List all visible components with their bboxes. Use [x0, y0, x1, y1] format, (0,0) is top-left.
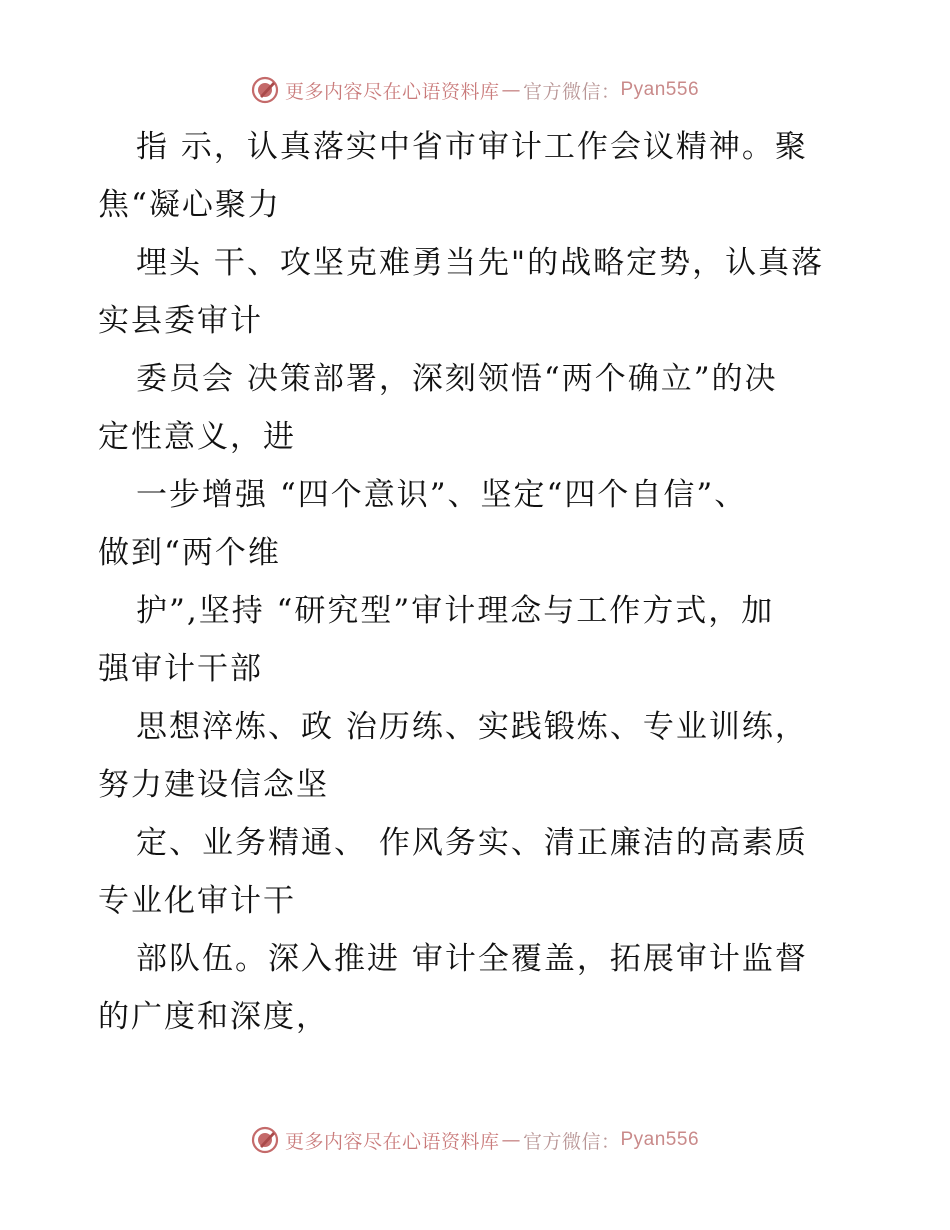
header-watermark	[0, 72, 950, 108]
paragraph-line-first: 指 示，认真落实中省市审计工作会议精神。聚	[136, 129, 808, 165]
paragraph-line-second: 实县委审计	[98, 303, 263, 339]
paragraph-line-first: 一步增强 “四个意识”、坚定“四个自信”、	[136, 477, 748, 513]
paragraph-line-first: 护”,坚持 “研究型”审计理念与工作方式，加	[136, 593, 775, 629]
watermark-dash: —	[501, 1129, 521, 1151]
paragraph-line-second: 努力建设信念坚	[98, 767, 329, 803]
watermark-wechat-id: Pyan556	[620, 1129, 700, 1150]
paragraph-line-second: 焦“凝心聚力	[98, 187, 281, 223]
footer-watermark	[0, 1122, 950, 1158]
paragraph-line-first: 思想淬炼、政 治历练、实践锻炼、专业训练，	[136, 709, 808, 745]
paragraph-line-first: 埋头 干、攻坚克难勇当先"的战略定势，认真落	[136, 245, 825, 281]
paragraph-line-first: 定、业务精通、 作风务实、清正廉洁的高素质	[136, 825, 808, 861]
paragraph	[98, 582, 878, 698]
paragraph-line-first: 部队伍。深入推进 审计全覆盖，拓展审计监督	[136, 941, 808, 977]
quill-seal-icon	[251, 76, 279, 104]
watermark-wechat-label: 官方微信：	[522, 1130, 621, 1153]
paragraph-line-second: 定性意义，进	[98, 419, 296, 455]
paragraph	[98, 118, 878, 234]
paragraph	[98, 930, 878, 1046]
paragraph	[98, 350, 878, 466]
watermark-wechat-id: Pyan556	[620, 79, 700, 100]
watermark-name: 更多内容尽在心语资料库	[284, 1130, 500, 1153]
document-body	[98, 118, 878, 1046]
paragraph	[98, 814, 878, 930]
paragraph	[98, 698, 878, 814]
paragraph-line-second: 强审计干部	[98, 651, 263, 687]
paragraph	[98, 466, 878, 582]
quill-seal-icon	[251, 1126, 279, 1154]
watermark-name: 更多内容尽在心语资料库	[284, 80, 500, 103]
paragraph-line-first: 委员会 决策部署，深刻领悟“两个确立”的决	[136, 361, 778, 397]
paragraph-line-second: 的广度和深度，	[98, 999, 329, 1035]
paragraph-line-second: 做到“两个维	[98, 535, 281, 571]
paragraph-line-second: 专业化审计干	[98, 883, 296, 919]
watermark-wechat-label: 官方微信：	[522, 80, 621, 103]
paragraph	[98, 234, 878, 350]
watermark-dash: —	[501, 79, 521, 101]
